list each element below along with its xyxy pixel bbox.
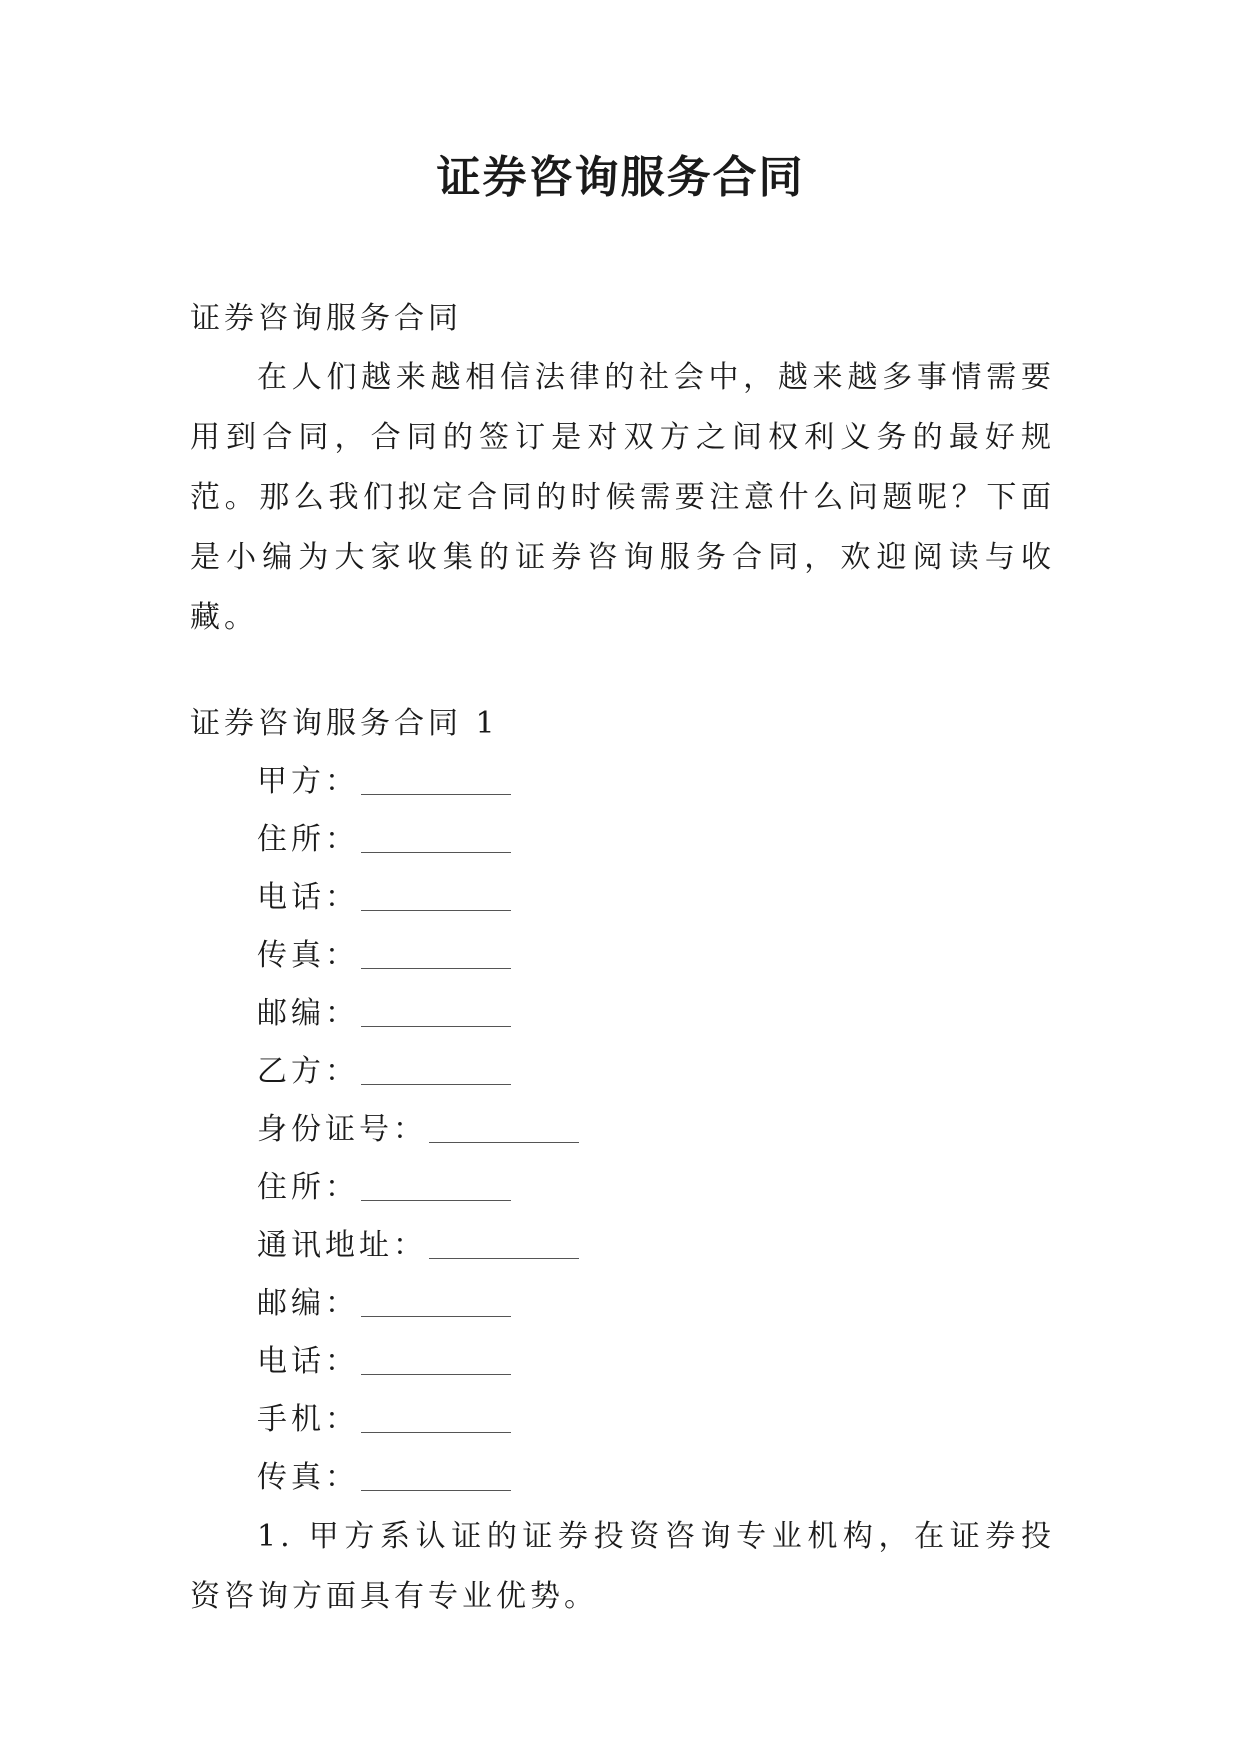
field-label: 甲方：	[257, 764, 359, 799]
field-label: 电话：	[257, 880, 359, 915]
section-title: 证券咨询服务合同 1	[190, 706, 499, 741]
clause-1: 1. 甲方系认证的证券投资咨询专业机构，在证券投资咨询方面具有专业优势。	[190, 1519, 1055, 1614]
field-label: 电话：	[257, 1344, 359, 1379]
field-row	[190, 869, 1055, 927]
fill-in-blank	[361, 1025, 511, 1027]
field-label: 传真：	[257, 1460, 359, 1495]
fill-in-blank	[361, 1431, 511, 1433]
field-row	[190, 985, 1055, 1043]
field-row	[190, 1275, 1055, 1333]
intro-paragraph: 在人们越来越相信法律的社会中，越来越多事情需要用到合同，合同的签订是对双方之间权利义务的最好规范。那么我们拟定合同的时候需要注意什么问题呢？下面是小编为大家收集的证券咨询服务合同，欢迎阅读与收藏。	[190, 360, 1055, 635]
fill-in-blank	[361, 909, 511, 911]
field-row	[190, 1391, 1055, 1449]
field-label: 身份证号：	[257, 1112, 427, 1147]
field-row	[190, 1217, 1055, 1275]
field-row	[190, 927, 1055, 985]
field-row	[190, 1449, 1055, 1507]
field-row	[190, 1101, 1055, 1159]
fill-in-blank	[361, 1373, 511, 1375]
field-label: 住所：	[257, 822, 359, 857]
field-row	[190, 811, 1055, 869]
fill-in-blank	[429, 1257, 579, 1259]
fill-in-blank	[361, 851, 511, 853]
fill-in-blank	[429, 1141, 579, 1143]
field-row	[190, 1159, 1055, 1217]
field-row	[190, 1333, 1055, 1391]
fill-in-blank	[361, 967, 511, 969]
field-row	[190, 1043, 1055, 1101]
field-label: 乙方：	[257, 1054, 359, 1089]
document-title: 证券咨询服务合同	[436, 152, 805, 203]
field-label: 邮编：	[257, 1286, 359, 1321]
field-label: 手机：	[257, 1402, 359, 1437]
field-label: 邮编：	[257, 996, 359, 1031]
fill-in-blank	[361, 793, 511, 795]
field-label: 住所：	[257, 1170, 359, 1205]
party-fields	[190, 753, 1055, 1507]
fill-in-blank	[361, 1199, 511, 1201]
field-label: 通讯地址：	[257, 1228, 427, 1263]
document-heading: 证券咨询服务合同	[190, 301, 462, 336]
field-row	[190, 753, 1055, 811]
document-body	[190, 290, 1055, 1627]
fill-in-blank	[361, 1489, 511, 1491]
fill-in-blank	[361, 1315, 511, 1317]
fill-in-blank	[361, 1083, 511, 1085]
field-label: 传真：	[257, 938, 359, 973]
